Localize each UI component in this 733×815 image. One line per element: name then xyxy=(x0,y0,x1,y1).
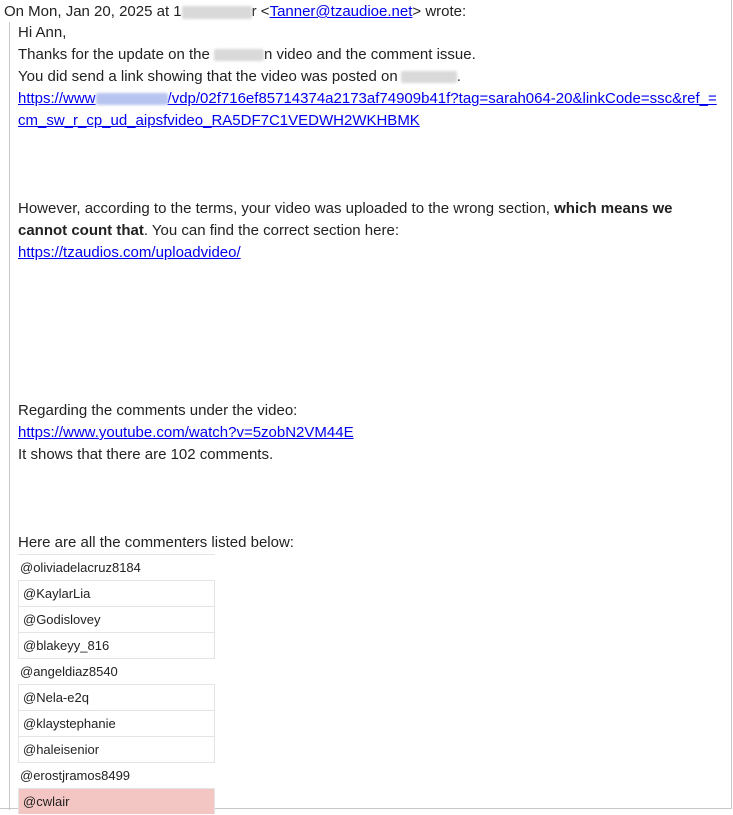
reply-header-suffix: > wrote: xyxy=(412,3,467,20)
commenter-row: @KaylarLia xyxy=(18,580,215,606)
comments-intro: Regarding the comments under the video: xyxy=(18,402,298,419)
commenter-row: @erostjramos8499 xyxy=(18,762,215,788)
comments-count: It shows that there are 102 comments. xyxy=(18,446,274,463)
update-line-start: Thanks for the update on the xyxy=(18,46,214,63)
video-link-path: /vdp/02f716ef85714374a2173af74909b41f?tag=sarah064-20&linkCode=ssc&ref_=cm_sw_r_cp_ud_aipsfvideo_RA5DF7C1VEDWH2WKHBMK xyxy=(18,90,717,129)
redacted-date xyxy=(401,71,457,83)
posted-line-start: You did send a link showing that the video was posted on xyxy=(18,68,398,85)
terms-paragraph xyxy=(18,198,718,242)
posted-line xyxy=(18,66,718,88)
spacer xyxy=(18,466,718,532)
commenter-row-highlighted: @cwlair xyxy=(18,788,215,814)
commenter-row: @Nela-e2q xyxy=(18,684,215,710)
video-link-paragraph xyxy=(18,88,718,132)
spacer xyxy=(18,264,718,400)
commenter-row: @haleisenior xyxy=(18,736,215,762)
redacted-product xyxy=(214,49,264,61)
video-link[interactable] xyxy=(18,90,717,129)
posted-line-end: . xyxy=(456,68,461,85)
commenters-intro: Here are all the commenters listed below: xyxy=(18,534,294,551)
redacted-sender-name xyxy=(182,6,252,19)
terms-bold-text: which means we cannot count that xyxy=(18,200,673,239)
quote-bar xyxy=(9,22,10,810)
youtube-link[interactable]: https://www.youtube.com/watch?v=5zobN2VM44E xyxy=(18,424,354,441)
quoted-message-body xyxy=(18,22,718,814)
terms-text-end: . You can find the correct section here: xyxy=(143,222,399,239)
commenter-row: @klaystephanie xyxy=(18,710,215,736)
commenter-row: @Godislovey xyxy=(18,606,215,632)
reply-header-prefix: On Mon, Jan 20, 2025 at 1 xyxy=(4,3,182,20)
update-line xyxy=(18,44,718,66)
sender-email-link[interactable]: Tanner@tzaudioe.net xyxy=(269,3,413,20)
spacer xyxy=(18,132,718,198)
reply-header xyxy=(4,2,466,21)
terms-text: However, according to the terms, your video was uploaded to the wrong section, xyxy=(18,200,555,217)
commenter-row: @oliviadelacruz8184 xyxy=(18,554,215,580)
update-line-end: n video and the comment issue. xyxy=(263,46,476,63)
redacted-domain xyxy=(96,93,168,105)
commenter-row: @angeldiaz8540 xyxy=(18,658,215,684)
reply-header-name-tail: r < xyxy=(251,3,270,20)
commenters-table xyxy=(18,554,215,814)
greeting: Hi Ann, xyxy=(18,24,67,41)
commenter-row: @blakeyy_816 xyxy=(18,632,215,658)
upload-video-link[interactable]: https://tzaudios.com/uploadvideo/ xyxy=(18,244,241,261)
video-link-start: https://www xyxy=(18,90,96,107)
